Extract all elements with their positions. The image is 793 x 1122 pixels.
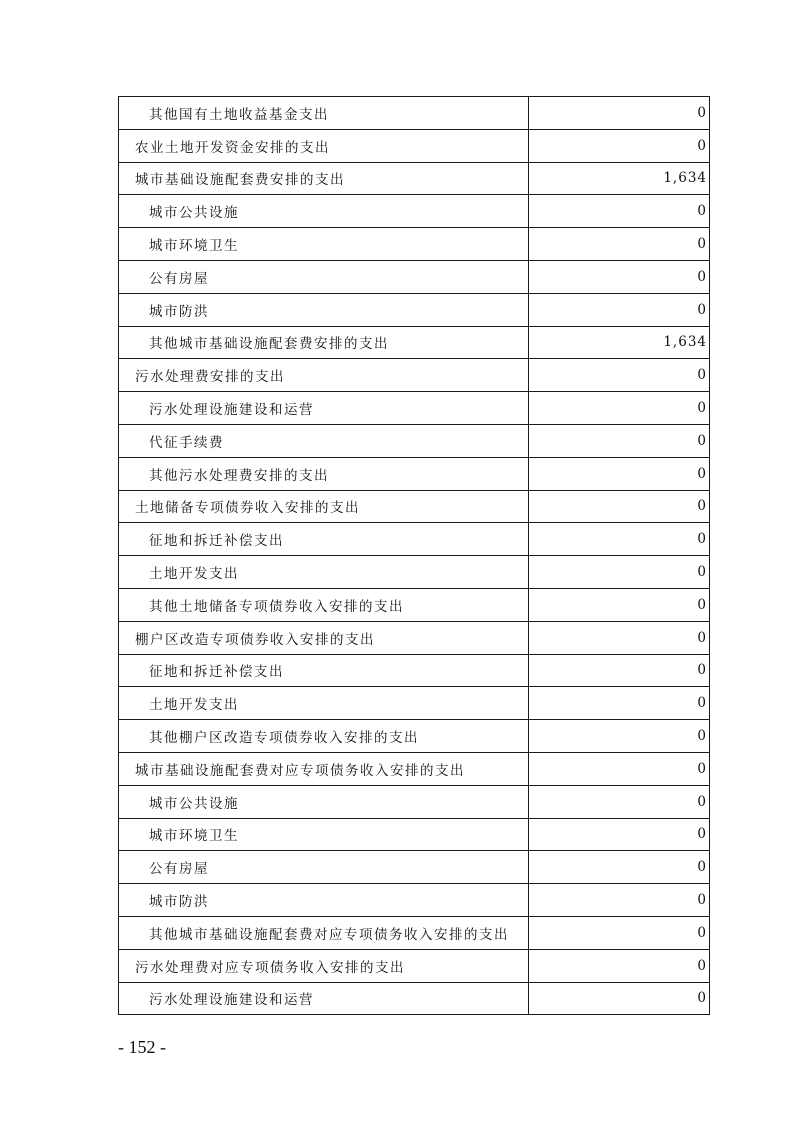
- table-row: [119, 982, 710, 1015]
- row-item-name: 其他土地储备专项债券收入安排的支出: [119, 588, 529, 621]
- row-item-name: 其他污水处理费安排的支出: [119, 457, 529, 490]
- table-row: [119, 228, 710, 261]
- row-item-name: 农业土地开发资金安排的支出: [119, 129, 529, 162]
- table-row: [119, 916, 710, 949]
- row-item-name: 污水处理设施建设和运营: [119, 982, 529, 1015]
- row-amount: 0: [529, 752, 710, 785]
- table-row: [119, 785, 710, 818]
- row-amount: 0: [529, 392, 710, 425]
- row-amount: 0: [529, 490, 710, 523]
- row-amount: 0: [529, 884, 710, 917]
- row-amount: 0: [529, 260, 710, 293]
- row-amount: 0: [529, 916, 710, 949]
- row-item-name: 城市防洪: [119, 884, 529, 917]
- row-item-name: 城市基础设施配套费安排的支出: [119, 162, 529, 195]
- table-row: [119, 326, 710, 359]
- table-row: [119, 884, 710, 917]
- table-row: [119, 424, 710, 457]
- row-amount: 0: [529, 228, 710, 261]
- table-row: [119, 293, 710, 326]
- row-amount: 0: [529, 851, 710, 884]
- row-item-name: 污水处理费对应专项债务收入安排的支出: [119, 949, 529, 982]
- table-row: [119, 523, 710, 556]
- table-row: [119, 654, 710, 687]
- table-row: [119, 556, 710, 589]
- row-amount: 0: [529, 982, 710, 1015]
- row-item-name: 征地和拆迁补偿支出: [119, 523, 529, 556]
- row-amount: 0: [529, 359, 710, 392]
- table-row: [119, 621, 710, 654]
- table-row: [119, 687, 710, 720]
- table-body: [119, 97, 710, 1015]
- row-item-name: 其他国有土地收益基金支出: [119, 97, 529, 130]
- row-item-name: 其他城市基础设施配套费安排的支出: [119, 326, 529, 359]
- row-amount: 0: [529, 457, 710, 490]
- row-item-name: 公有房屋: [119, 851, 529, 884]
- table-row: [119, 490, 710, 523]
- table-row: [119, 97, 710, 130]
- table-row: [119, 720, 710, 753]
- row-amount: 0: [529, 588, 710, 621]
- row-item-name: 代征手续费: [119, 424, 529, 457]
- table-row: [119, 129, 710, 162]
- row-amount: 0: [529, 687, 710, 720]
- table-row: [119, 195, 710, 228]
- row-item-name: 城市基础设施配套费对应专项债务收入安排的支出: [119, 752, 529, 785]
- row-amount: 0: [529, 654, 710, 687]
- row-amount: 0: [529, 97, 710, 130]
- table-row: [119, 818, 710, 851]
- row-item-name: 城市公共设施: [119, 195, 529, 228]
- table-row: [119, 392, 710, 425]
- row-item-name: 城市环境卫生: [119, 228, 529, 261]
- table-row: [119, 588, 710, 621]
- row-amount: 0: [529, 621, 710, 654]
- table-row: [119, 162, 710, 195]
- table-row: [119, 949, 710, 982]
- row-amount: 0: [529, 785, 710, 818]
- row-amount: 1,634: [529, 326, 710, 359]
- row-amount: 1,634: [529, 162, 710, 195]
- row-item-name: 城市公共设施: [119, 785, 529, 818]
- row-amount: 0: [529, 556, 710, 589]
- table-row: [119, 851, 710, 884]
- row-amount: 0: [529, 195, 710, 228]
- row-item-name: 城市防洪: [119, 293, 529, 326]
- row-item-name: 土地储备专项债券收入安排的支出: [119, 490, 529, 523]
- table-row: [119, 260, 710, 293]
- row-amount: 0: [529, 818, 710, 851]
- row-item-name: 其他棚户区改造专项债券收入安排的支出: [119, 720, 529, 753]
- page-number: - 152 -: [118, 1037, 166, 1057]
- table-row: [119, 457, 710, 490]
- table-row: [119, 752, 710, 785]
- row-item-name: 污水处理设施建设和运营: [119, 392, 529, 425]
- row-item-name: 其他城市基础设施配套费对应专项债务收入安排的支出: [119, 916, 529, 949]
- row-amount: 0: [529, 523, 710, 556]
- expenditure-table: [118, 96, 710, 1015]
- row-item-name: 棚户区改造专项债券收入安排的支出: [119, 621, 529, 654]
- row-item-name: 城市环境卫生: [119, 818, 529, 851]
- row-amount: 0: [529, 129, 710, 162]
- table-row: [119, 359, 710, 392]
- row-item-name: 征地和拆迁补偿支出: [119, 654, 529, 687]
- row-item-name: 土地开发支出: [119, 556, 529, 589]
- row-item-name: 土地开发支出: [119, 687, 529, 720]
- row-amount: 0: [529, 424, 710, 457]
- row-item-name: 污水处理费安排的支出: [119, 359, 529, 392]
- row-amount: 0: [529, 949, 710, 982]
- row-item-name: 公有房屋: [119, 260, 529, 293]
- row-amount: 0: [529, 293, 710, 326]
- row-amount: 0: [529, 720, 710, 753]
